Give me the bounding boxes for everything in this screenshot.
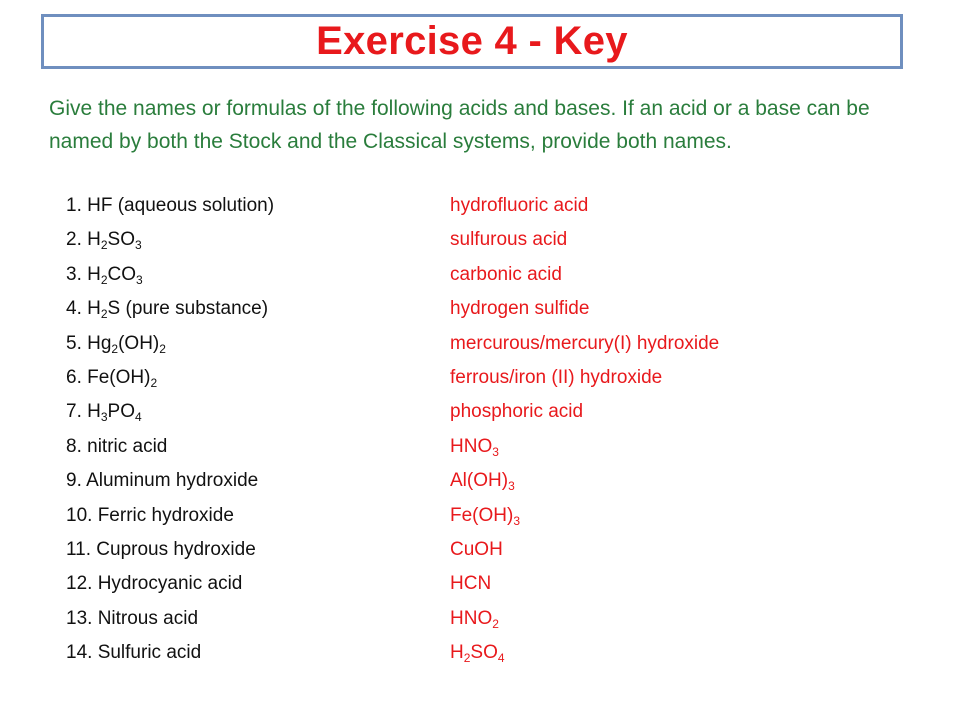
exercise-row [66,568,926,602]
text-segment: S (pure substance) [107,298,269,320]
exercise-answer [450,224,567,256]
subscript: 3 [513,513,521,528]
exercise-answer [450,396,583,428]
subscript: 2 [100,238,108,253]
subscript: 2 [159,341,166,356]
instructions-text: Give the names or formulas of the following acids and bases. If an acid or a base can be named by both the Stock and the Classical systems, provide both names. [49,97,870,153]
text-segment: Fe(OH) [450,504,514,526]
exercise-question [66,568,242,600]
text-segment: phosphoric acid [450,401,584,423]
exercise-question [66,431,167,463]
text-segment: 2. H [66,229,101,251]
subscript: 4 [497,651,505,666]
subscript: 3 [100,410,108,425]
exercise-list [66,190,926,671]
text-segment: 5. Hg [66,332,112,354]
text-segment: 9. Aluminum hydroxide [66,470,259,492]
exercise-answer [450,362,662,394]
text-segment: HNO [450,607,493,629]
text-segment: hydrogen sulfide [450,298,590,320]
exercise-row [66,362,926,396]
exercise-answer [450,465,515,497]
title-box [41,14,903,69]
text-segment: HNO [450,435,493,457]
text-segment: SO [470,642,498,664]
exercise-answer [450,500,520,532]
subscript: 2 [492,616,499,631]
subscript: 3 [492,444,499,459]
text-segment: 6. Fe(OH) [66,366,151,388]
text-segment: Al(OH) [450,470,509,492]
exercise-answer [450,293,589,325]
exercise-row [66,637,926,671]
page-title: Exercise 4 - Key [316,19,628,63]
subscript: 2 [100,307,108,322]
exercise-row [66,431,926,465]
text-segment: ferrous/iron (II) hydroxide [450,366,663,388]
exercise-question [66,224,142,256]
exercise-question [66,637,201,669]
exercise-question [66,259,143,291]
exercise-answer [450,328,719,360]
exercise-row [66,534,926,568]
text-segment: (OH) [118,332,160,354]
exercise-row [66,603,926,637]
text-segment: carbonic acid [450,263,562,285]
exercise-answer [450,534,503,566]
text-segment: 4. H [66,298,101,320]
subscript: 3 [508,479,515,494]
text-segment: 11. Cuprous hydroxide [66,538,256,560]
exercise-answer [450,603,499,635]
exercise-question [66,534,256,566]
exercise-row [66,500,926,534]
text-segment: 7. H [66,401,101,423]
text-segment: 10. Ferric hydroxide [66,504,234,526]
exercise-question [66,362,157,394]
exercise-question [66,328,166,360]
exercise-answer [450,259,562,291]
exercise-row [66,328,926,362]
text-segment: CuOH [450,538,503,560]
exercise-row [66,293,926,327]
text-segment: HCN [450,573,492,595]
exercise-row [66,396,926,430]
subscript: 3 [136,272,143,287]
text-segment: 1. HF (aqueous solution) [66,195,275,216]
text-segment: 3. H [66,263,101,285]
exercise-answer [450,431,499,463]
text-segment: 13. Nitrous acid [66,607,199,629]
subscript: 2 [150,375,158,390]
exercise-question [66,293,268,325]
text-segment: 14. Sulfuric acid [66,642,202,664]
text-segment: PO [107,401,135,423]
text-segment: SO [107,229,135,251]
subscript: 2 [111,341,119,356]
exercise-row [66,190,926,224]
exercise-row [66,465,926,499]
exercise-answer [450,637,505,669]
text-segment: sulfurous acid [450,229,568,251]
exercise-row [66,224,926,258]
text-segment: CO [107,263,137,285]
text-segment: mercurous/mercury(I) hydroxide [450,332,720,354]
exercise-answer [450,190,588,222]
subscript: 4 [135,410,142,425]
text-segment: 12. Hydrocyanic acid [66,573,243,595]
subscript: 3 [135,238,142,253]
text-segment: H [450,642,464,664]
text-segment: hydrofluoric acid [450,195,589,216]
exercise-question [66,396,142,428]
subscript: 2 [100,272,108,287]
text-segment: 8. nitric acid [66,435,168,457]
exercise-row [66,259,926,293]
exercise-answer [450,568,491,600]
subscript: 2 [463,651,471,666]
exercise-question [66,500,234,532]
exercise-question [66,190,274,222]
exercise-question [66,603,198,635]
exercise-question [66,465,258,497]
